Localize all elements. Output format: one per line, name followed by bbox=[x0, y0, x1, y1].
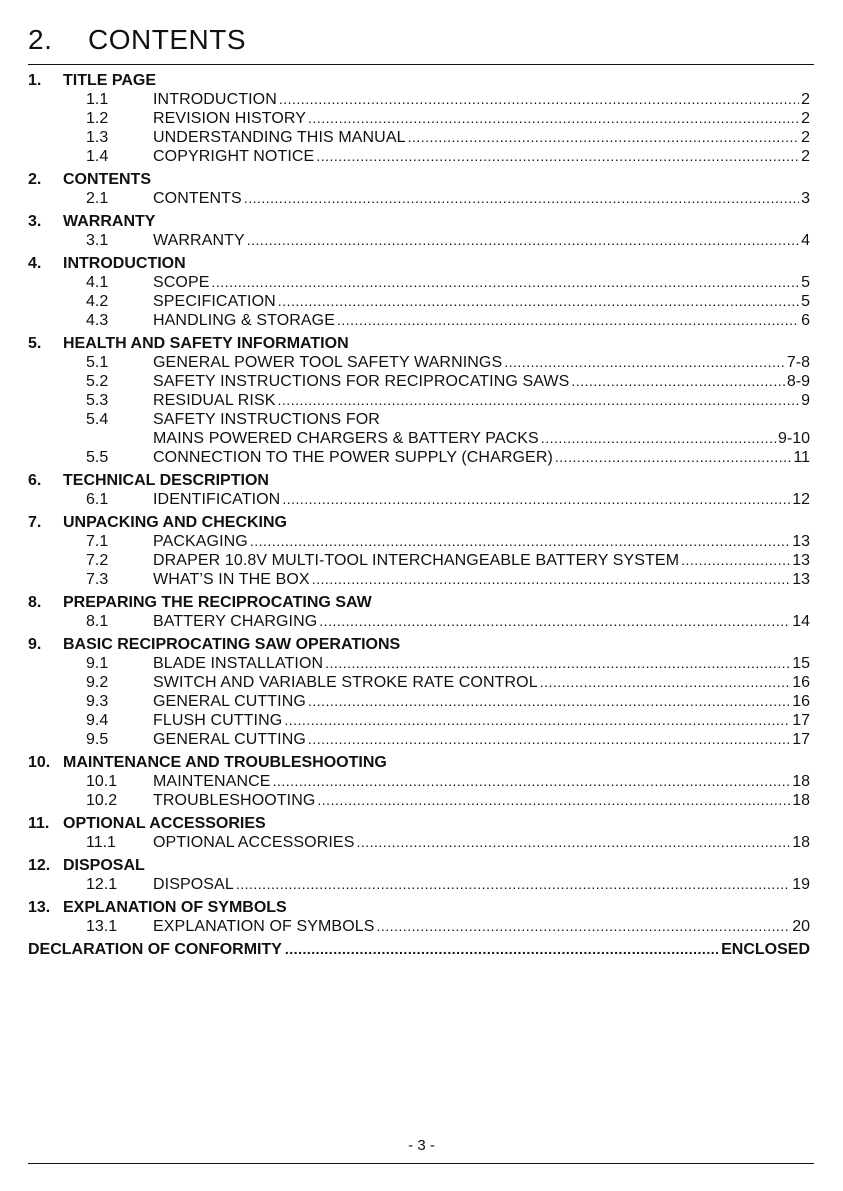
entry-number: 4.2 bbox=[86, 293, 109, 310]
entry-title: SAFETY INSTRUCTIONS FOR bbox=[153, 411, 380, 428]
entry-number: 1.4 bbox=[86, 148, 109, 165]
dot-leader bbox=[319, 612, 790, 631]
toc-section bbox=[28, 898, 810, 936]
entry-number: 11.1 bbox=[86, 834, 116, 851]
entry-number: 7.3 bbox=[86, 571, 109, 588]
page-title-number: 2. bbox=[28, 24, 53, 55]
entry-page-number: 2 bbox=[801, 110, 810, 127]
entry-page-number: 8-9 bbox=[786, 373, 810, 390]
entry-number: 9.2 bbox=[86, 674, 109, 691]
dot-leader bbox=[279, 90, 799, 109]
toc-entry[interactable] bbox=[28, 429, 810, 448]
toc-entry[interactable] bbox=[28, 692, 810, 711]
entry-page-number: 4 bbox=[801, 232, 810, 249]
entry-title: SPECIFICATION bbox=[153, 293, 276, 310]
dot-leader bbox=[337, 311, 799, 330]
entry-title: GENERAL POWER TOOL SAFETY WARNINGS bbox=[153, 354, 503, 371]
section-title: MAINTENANCE AND TROUBLESHOOTING bbox=[63, 754, 387, 771]
entry-number: 5.4 bbox=[86, 411, 109, 428]
section-heading[interactable] bbox=[28, 898, 810, 917]
section-heading[interactable] bbox=[28, 593, 810, 612]
toc-entry[interactable] bbox=[28, 917, 810, 936]
entry-page-number: 13 bbox=[792, 571, 810, 588]
entry-number: 7.1 bbox=[86, 533, 109, 550]
entry-number: 1.1 bbox=[86, 91, 109, 108]
entry-number: 8.1 bbox=[86, 613, 109, 630]
toc-entry[interactable] bbox=[28, 90, 810, 109]
toc-section bbox=[28, 212, 810, 250]
entry-title: RESIDUAL RISK bbox=[153, 392, 276, 409]
page-title bbox=[28, 24, 246, 56]
entry-number: 12.1 bbox=[86, 876, 118, 893]
section-heading[interactable] bbox=[28, 334, 810, 353]
section-title: BASIC RECIPROCATING SAW OPERATIONS bbox=[63, 636, 401, 653]
section-number: 2. bbox=[28, 171, 42, 188]
entry-title: TROUBLESHOOTING bbox=[153, 792, 316, 809]
entry-number: 5.2 bbox=[86, 373, 109, 390]
entry-page-number: 18 bbox=[792, 792, 810, 809]
dot-leader bbox=[377, 917, 791, 936]
entry-page-number: 5 bbox=[801, 274, 810, 291]
entry-title: INTRODUCTION bbox=[153, 91, 277, 108]
entry-page-number: 9 bbox=[801, 392, 810, 409]
section-number: 11. bbox=[28, 815, 50, 832]
entry-number: 4.1 bbox=[86, 274, 109, 291]
dot-leader bbox=[285, 940, 718, 959]
dot-leader bbox=[308, 109, 799, 128]
entry-title: CONTENTS bbox=[153, 190, 242, 207]
entry-page-number: 9-10 bbox=[777, 430, 810, 447]
declaration-page: ENCLOSED bbox=[721, 941, 810, 958]
entry-title: OPTIONAL ACCESSORIES bbox=[153, 834, 355, 851]
entry-title: FLUSH CUTTING bbox=[153, 712, 283, 729]
section-title: UNPACKING AND CHECKING bbox=[63, 514, 287, 531]
toc-entry[interactable] bbox=[28, 875, 810, 894]
entry-number: 4.3 bbox=[86, 312, 109, 329]
dot-leader bbox=[408, 128, 799, 147]
entry-page-number: 12 bbox=[792, 491, 810, 508]
entry-title: DISPOSAL bbox=[153, 876, 234, 893]
title-divider bbox=[28, 64, 814, 65]
toc-section bbox=[28, 814, 810, 852]
toc-entry[interactable] bbox=[28, 612, 810, 631]
entry-page-number: 11 bbox=[793, 449, 810, 466]
entry-page-number: 3 bbox=[801, 190, 810, 207]
section-title: WARRANTY bbox=[63, 213, 156, 230]
entry-title: BATTERY CHARGING bbox=[153, 613, 318, 630]
toc-entry[interactable] bbox=[28, 730, 810, 749]
toc-entry[interactable] bbox=[28, 711, 810, 730]
dot-leader bbox=[308, 730, 790, 749]
toc-entry[interactable] bbox=[28, 551, 810, 570]
dot-leader bbox=[325, 654, 790, 673]
section-heading[interactable] bbox=[28, 254, 810, 273]
toc-entry[interactable] bbox=[28, 292, 810, 311]
entry-title: SAFETY INSTRUCTIONS FOR RECIPROCATING SAWS bbox=[153, 373, 570, 390]
toc-section bbox=[28, 513, 810, 589]
entry-title: IDENTIFICATION bbox=[153, 491, 281, 508]
toc-entry[interactable] bbox=[28, 273, 810, 292]
entry-title: GENERAL CUTTING bbox=[153, 693, 306, 710]
entry-title: WARRANTY bbox=[153, 232, 245, 249]
entry-title: SWITCH AND VARIABLE STROKE RATE CONTROL bbox=[153, 674, 538, 691]
entry-title: SCOPE bbox=[153, 274, 210, 291]
dot-leader bbox=[356, 833, 790, 852]
entry-title: WHAT’S IN THE BOX bbox=[153, 571, 310, 588]
toc-section bbox=[28, 254, 810, 330]
toc-entry[interactable] bbox=[28, 772, 810, 791]
dot-leader bbox=[282, 490, 790, 509]
section-number: 1. bbox=[28, 72, 42, 89]
toc-section bbox=[28, 593, 810, 631]
dot-leader bbox=[540, 673, 791, 692]
entry-page-number: 5 bbox=[801, 293, 810, 310]
entry-title: MAINTENANCE bbox=[153, 773, 271, 790]
entry-number: 9.1 bbox=[86, 655, 109, 672]
toc-entry[interactable] bbox=[28, 391, 810, 410]
entry-number: 13.1 bbox=[86, 918, 118, 935]
entry-page-number: 18 bbox=[792, 834, 810, 851]
toc-entry[interactable] bbox=[28, 570, 810, 589]
toc-entry[interactable] bbox=[28, 532, 810, 551]
section-number: 13. bbox=[28, 899, 51, 916]
section-title: CONTENTS bbox=[63, 171, 151, 188]
entry-number: 5.1 bbox=[86, 354, 109, 371]
page-title-text: CONTENTS bbox=[88, 24, 246, 55]
dot-leader bbox=[316, 147, 799, 166]
entry-page-number: 19 bbox=[792, 876, 810, 893]
entry-number: 7.2 bbox=[86, 552, 109, 569]
section-title: PREPARING THE RECIPROCATING SAW bbox=[63, 594, 372, 611]
section-title: INTRODUCTION bbox=[63, 255, 186, 272]
entry-page-number: 7-8 bbox=[786, 354, 810, 371]
toc-entry[interactable] bbox=[28, 654, 810, 673]
entry-title: BLADE INSTALLATION bbox=[153, 655, 324, 672]
toc-section bbox=[28, 856, 810, 894]
entry-page-number: 17 bbox=[792, 731, 810, 748]
entry-page-number: 6 bbox=[801, 312, 810, 329]
dot-leader bbox=[555, 448, 791, 467]
section-title: TECHNICAL DESCRIPTION bbox=[63, 472, 269, 489]
entry-number: 1.2 bbox=[86, 110, 109, 127]
entry-page-number: 2 bbox=[801, 91, 810, 108]
entry-page-number: 20 bbox=[792, 918, 810, 935]
section-number: 9. bbox=[28, 636, 42, 653]
dot-leader bbox=[212, 273, 800, 292]
section-heading[interactable] bbox=[28, 212, 810, 231]
section-heading[interactable] bbox=[28, 513, 810, 532]
toc-entry[interactable] bbox=[28, 311, 810, 330]
dot-leader bbox=[244, 189, 799, 208]
entry-title: HANDLING & STORAGE bbox=[153, 312, 335, 329]
entry-title: DRAPER 10.8V MULTI-TOOL INTERCHANGEABLE BATTERY SYSTEM bbox=[153, 552, 680, 569]
declaration-entry[interactable] bbox=[28, 940, 810, 959]
dot-leader bbox=[312, 570, 791, 589]
section-title: TITLE PAGE bbox=[63, 72, 157, 89]
toc-entry[interactable] bbox=[28, 410, 810, 429]
section-title: HEALTH AND SAFETY INFORMATION bbox=[63, 335, 349, 352]
toc-entry[interactable] bbox=[28, 189, 810, 208]
section-number: 12. bbox=[28, 857, 51, 874]
section-title: OPTIONAL ACCESSORIES bbox=[63, 815, 266, 832]
section-number: 7. bbox=[28, 514, 42, 531]
entry-page-number: 16 bbox=[792, 674, 810, 691]
entry-page-number: 18 bbox=[792, 773, 810, 790]
entry-number: 2.1 bbox=[86, 190, 109, 207]
entry-number: 1.3 bbox=[86, 129, 109, 146]
entry-title: REVISION HISTORY bbox=[153, 110, 307, 127]
dot-leader bbox=[308, 692, 790, 711]
toc-section bbox=[28, 471, 810, 509]
entry-title: UNDERSTANDING THIS MANUAL bbox=[153, 129, 406, 146]
entry-page-number: 17 bbox=[792, 712, 810, 729]
section-heading[interactable] bbox=[28, 635, 810, 654]
section-number: 5. bbox=[28, 335, 42, 352]
entry-page-number: 13 bbox=[792, 552, 810, 569]
dot-leader bbox=[317, 791, 790, 810]
entry-number: 9.3 bbox=[86, 693, 109, 710]
entry-number: 5.5 bbox=[86, 449, 109, 466]
toc-entry[interactable] bbox=[28, 353, 810, 372]
dot-leader bbox=[278, 391, 800, 410]
declaration-title: DECLARATION OF CONFORMITY bbox=[28, 941, 282, 958]
dot-leader bbox=[278, 292, 799, 311]
toc-entry[interactable] bbox=[28, 673, 810, 692]
dot-leader bbox=[571, 372, 784, 391]
entry-page-number: 2 bbox=[801, 148, 810, 165]
page-number: - 3 - bbox=[408, 1137, 435, 1154]
toc-entry[interactable] bbox=[28, 791, 810, 810]
toc-section bbox=[28, 71, 810, 166]
entry-title: EXPLANATION OF SYMBOLS bbox=[153, 918, 375, 935]
entry-title: CONNECTION TO THE POWER SUPPLY (CHARGER) bbox=[153, 449, 553, 466]
entry-page-number: 13 bbox=[792, 533, 810, 550]
entry-number: 5.3 bbox=[86, 392, 109, 409]
toc-section bbox=[28, 334, 810, 467]
entry-page-number: 2 bbox=[801, 129, 810, 146]
toc-section bbox=[28, 753, 810, 810]
dot-leader bbox=[250, 532, 790, 551]
toc-entry[interactable] bbox=[28, 109, 810, 128]
section-heading[interactable] bbox=[28, 814, 810, 833]
entry-page-number: 14 bbox=[792, 613, 810, 630]
entry-number: 9.5 bbox=[86, 731, 109, 748]
section-number: 8. bbox=[28, 594, 42, 611]
dot-leader bbox=[236, 875, 790, 894]
toc-entry[interactable] bbox=[28, 833, 810, 852]
section-number: 4. bbox=[28, 255, 42, 272]
table-of-contents bbox=[28, 71, 810, 959]
dot-leader bbox=[247, 231, 799, 250]
entry-number: 6.1 bbox=[86, 491, 109, 508]
section-number: 3. bbox=[28, 213, 42, 230]
section-title: EXPLANATION OF SYMBOLS bbox=[63, 899, 287, 916]
toc-entry[interactable] bbox=[28, 128, 810, 147]
entry-title: MAINS POWERED CHARGERS & BATTERY PACKS bbox=[153, 430, 539, 447]
entry-page-number: 15 bbox=[792, 655, 810, 672]
entry-title: GENERAL CUTTING bbox=[153, 731, 306, 748]
toc-entry[interactable] bbox=[28, 147, 810, 166]
entry-number: 3.1 bbox=[86, 232, 109, 249]
toc-entry[interactable] bbox=[28, 490, 810, 509]
entry-number: 9.4 bbox=[86, 712, 109, 729]
entry-title: COPYRIGHT NOTICE bbox=[153, 148, 315, 165]
footer-divider bbox=[28, 1163, 814, 1164]
toc-entry[interactable] bbox=[28, 231, 810, 250]
section-title: DISPOSAL bbox=[63, 857, 145, 874]
dot-leader bbox=[284, 711, 790, 730]
toc-entry[interactable] bbox=[28, 448, 810, 467]
dot-leader bbox=[681, 551, 790, 570]
section-heading[interactable] bbox=[28, 753, 810, 772]
toc-entry[interactable] bbox=[28, 372, 810, 391]
toc-section bbox=[28, 635, 810, 749]
entry-page-number: 16 bbox=[792, 693, 810, 710]
entry-number: 10.2 bbox=[86, 792, 118, 809]
section-heading[interactable] bbox=[28, 856, 810, 875]
section-heading[interactable] bbox=[28, 471, 810, 490]
section-number: 10. bbox=[28, 754, 51, 771]
entry-number: 10.1 bbox=[86, 773, 118, 790]
toc-section bbox=[28, 170, 810, 208]
entry-title: PACKAGING bbox=[153, 533, 248, 550]
dot-leader bbox=[504, 353, 785, 372]
section-number: 6. bbox=[28, 472, 42, 489]
section-heading[interactable] bbox=[28, 71, 810, 90]
dot-leader bbox=[273, 772, 791, 791]
dot-leader bbox=[541, 429, 776, 448]
section-heading[interactable] bbox=[28, 170, 810, 189]
